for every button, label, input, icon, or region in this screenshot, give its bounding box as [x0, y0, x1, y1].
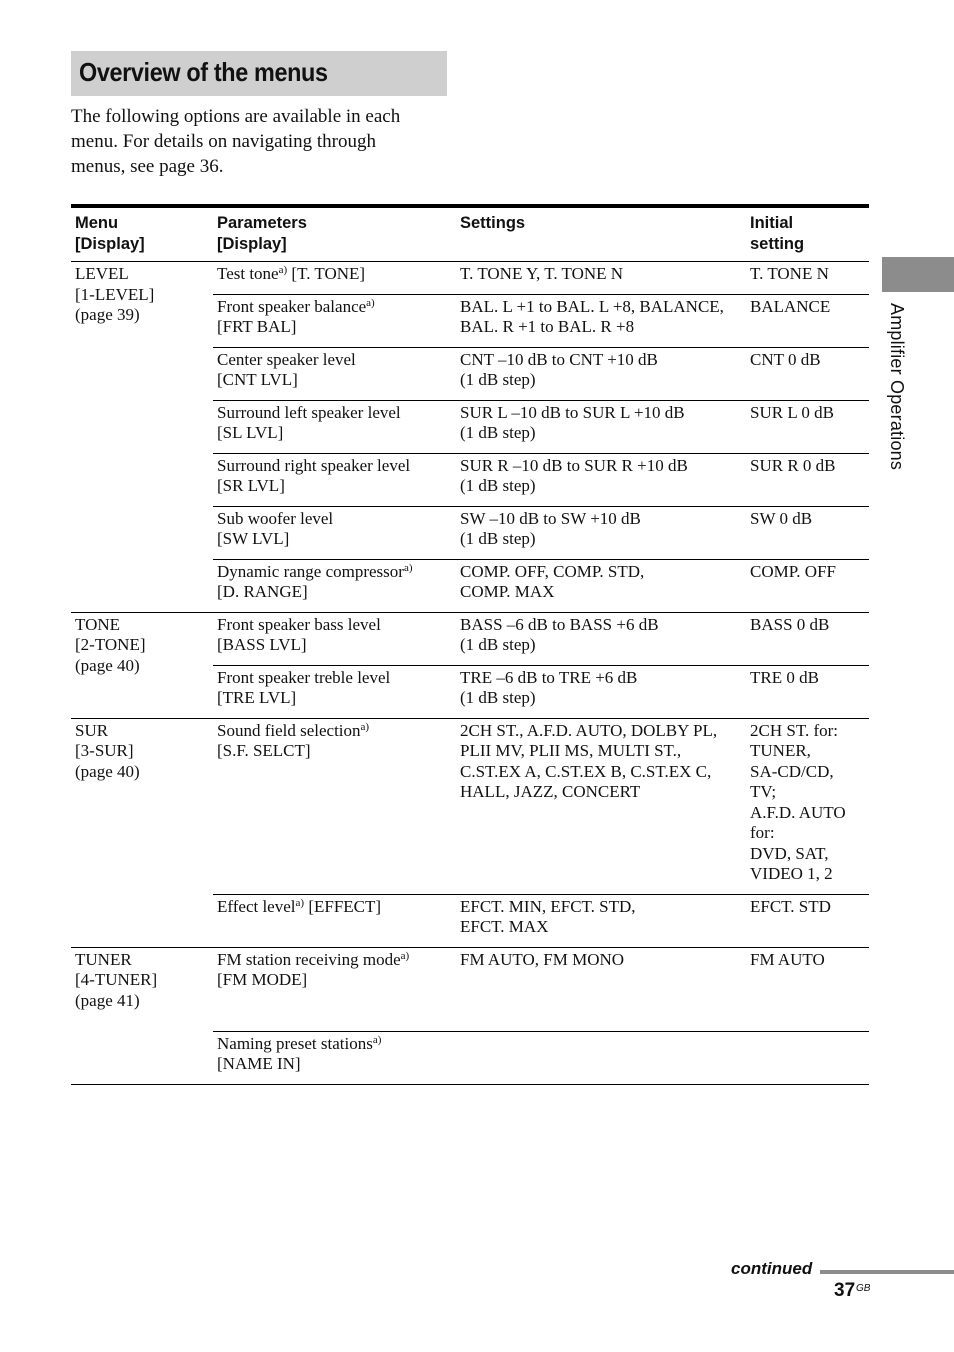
parameter-cell — [213, 262, 456, 295]
initial-line: EFCT. STD — [750, 896, 831, 916]
parameter-text: Center speaker level — [217, 349, 356, 369]
intro-line: menus, see page 36. — [71, 156, 224, 177]
parameter-display — [217, 1054, 452, 1075]
menu-line: TONE — [75, 614, 121, 634]
parameter-display — [217, 423, 452, 444]
parameter-cell — [213, 612, 456, 665]
section-tab-marker — [882, 257, 954, 292]
settings-line: TRE –6 dB to TRE +6 dB — [460, 667, 638, 687]
footnote-mark: a) — [295, 896, 305, 909]
menu-line: [1-LEVEL] — [75, 284, 155, 304]
footnote-mark: a) — [366, 296, 375, 309]
initial-line: CNT 0 dB — [750, 349, 821, 369]
settings-cell — [456, 665, 746, 718]
settings-line: (1 dB step) — [460, 476, 536, 495]
parameter-cell — [213, 294, 456, 347]
parameter-name — [217, 668, 452, 689]
parameter-cell — [213, 347, 456, 400]
settings-line: C.ST.EX A, C.ST.EX B, C.ST.EX C, — [460, 761, 712, 781]
initial-line: for: — [750, 823, 775, 842]
settings-cell — [456, 612, 746, 665]
page-number: 37 — [834, 1280, 856, 1301]
initial-setting-cell — [746, 665, 869, 718]
parameter-text: Dynamic range compressor — [217, 561, 404, 581]
parameter-text: Front speaker treble level — [217, 667, 391, 687]
parameter-text: [BASS LVL] — [217, 635, 307, 654]
settings-cell — [456, 718, 746, 894]
parameter-name — [217, 509, 452, 530]
menu-cell — [71, 718, 213, 947]
parameter-name — [217, 350, 452, 371]
parameter-text: [FRT BAL] — [217, 317, 297, 336]
header-menu: Menu [Display] — [71, 206, 213, 262]
parameter-name — [217, 1034, 452, 1055]
parameter-cell — [213, 453, 456, 506]
parameter-cell — [213, 718, 456, 894]
parameter-name — [217, 456, 452, 477]
initial-line: SW 0 dB — [750, 508, 813, 528]
menu-line: [2-TONE] — [75, 635, 146, 654]
initial-line: TV; — [750, 782, 777, 801]
initial-setting-cell — [746, 718, 869, 894]
initial-setting-cell — [746, 612, 869, 665]
initial-line: BALANCE — [750, 296, 831, 316]
page-number-suffix: GB — [856, 1283, 871, 1294]
parameter-text: [CNT LVL] — [217, 370, 298, 389]
settings-cell — [456, 262, 746, 295]
settings-line: COMP. OFF, COMP. STD, — [460, 561, 645, 581]
menu-overview-table — [71, 204, 869, 1085]
parameter-display — [217, 970, 452, 991]
parameter-name — [217, 297, 452, 318]
initial-line: DVD, SAT, — [750, 843, 829, 863]
initial-line: SUR L 0 dB — [750, 402, 834, 422]
initial-setting-cell — [746, 294, 869, 347]
settings-line: (1 dB step) — [460, 529, 536, 548]
page-title: Overview of the menus — [79, 57, 328, 87]
parameter-cell — [213, 400, 456, 453]
settings-cell — [456, 947, 746, 1031]
initial-line: VIDEO 1, 2 — [750, 864, 833, 883]
parameter-display: [EFFECT] — [304, 896, 382, 916]
settings-line: BAL. R +1 to BAL. R +8 — [460, 317, 635, 336]
parameter-cell — [213, 894, 456, 947]
parameter-text: [S.F. SELCT] — [217, 741, 311, 760]
parameter-text: [SL LVL] — [217, 423, 284, 442]
initial-line: BASS 0 dB — [750, 614, 830, 634]
settings-line: BAL. L +1 to BAL. L +8, BALANCE, — [460, 296, 724, 316]
settings-line: T. TONE Y, T. TONE N — [460, 264, 624, 283]
settings-line: FM AUTO, FM MONO — [460, 949, 625, 969]
initial-line: 2CH ST. for: — [750, 720, 838, 740]
parameter-display — [217, 635, 452, 656]
table-header-row — [71, 206, 869, 262]
footnote-mark: a) — [403, 561, 413, 574]
initial-line: TUNER, — [750, 741, 811, 760]
menu-line: TUNER — [75, 949, 132, 969]
parameter-display — [217, 741, 452, 762]
settings-line: PLII MV, PLII MS, MULTI ST., — [460, 741, 682, 760]
parameter-text: [D. RANGE] — [217, 582, 308, 601]
table-row — [71, 718, 869, 894]
initial-line: FM AUTO — [750, 949, 825, 969]
footnote-mark: a) — [278, 264, 288, 276]
initial-setting-cell — [746, 453, 869, 506]
initial-setting-cell — [746, 347, 869, 400]
table-row — [71, 612, 869, 665]
settings-line: COMP. MAX — [460, 582, 555, 601]
menu-line: LEVEL — [75, 264, 129, 283]
settings-cell — [456, 559, 746, 612]
settings-line: HALL, JAZZ, CONCERT — [460, 782, 641, 801]
initial-setting-cell — [746, 1031, 869, 1084]
settings-line: EFCT. MIN, EFCT. STD, — [460, 896, 636, 916]
parameter-display — [217, 317, 452, 338]
intro-line: The following options are available in each — [71, 106, 401, 127]
section-title-box — [71, 51, 447, 96]
settings-line: SUR L –10 dB to SUR L +10 dB — [460, 402, 685, 422]
parameter-text: FM station receiving mode — [217, 949, 401, 969]
settings-line: SW –10 dB to SW +10 dB — [460, 508, 641, 528]
settings-cell — [456, 453, 746, 506]
parameter-text: [FM MODE] — [217, 970, 308, 989]
menu-line: [3-SUR] — [75, 741, 134, 760]
menu-cell — [71, 612, 213, 718]
side-label-text: Amplifier Operations — [887, 303, 907, 471]
settings-cell — [456, 1031, 746, 1084]
table-row — [71, 947, 869, 1031]
parameter-cell — [213, 665, 456, 718]
initial-line: SA-CD/CD, — [750, 761, 834, 781]
parameter-display — [217, 688, 452, 709]
initial-setting-cell — [746, 262, 869, 295]
header-settings: Settings — [456, 206, 746, 262]
parameter-display — [217, 370, 452, 391]
parameter-text: Front speaker balance — [217, 296, 367, 316]
initial-line: COMP. OFF — [750, 561, 836, 581]
parameter-line — [217, 897, 452, 918]
continued-label: continued — [731, 1259, 813, 1278]
parameter-display — [217, 582, 452, 603]
settings-line: CNT –10 dB to CNT +10 dB — [460, 349, 658, 369]
parameter-cell — [213, 1031, 456, 1084]
footnote-mark: a) — [400, 949, 410, 962]
table-body — [71, 262, 869, 1085]
menu-line: (page 41) — [75, 990, 140, 1010]
initial-line: TRE 0 dB — [750, 667, 819, 687]
settings-line: SUR R –10 dB to SUR R +10 dB — [460, 455, 688, 475]
parameter-name — [217, 615, 452, 636]
settings-line: (1 dB step) — [460, 370, 536, 389]
settings-cell — [456, 506, 746, 559]
header-parameters: Parameters [Display] — [213, 206, 456, 262]
parameter-name — [217, 562, 452, 583]
menu-line: (page 40) — [75, 655, 140, 675]
settings-line: (1 dB step) — [460, 688, 536, 707]
continued-bar — [820, 1270, 954, 1274]
settings-cell — [456, 400, 746, 453]
parameter-name: Test tone — [217, 264, 279, 283]
parameter-text: Surround right speaker level — [217, 455, 411, 475]
parameter-display — [217, 476, 452, 497]
table-row — [71, 262, 869, 295]
parameter-cell — [213, 947, 456, 1031]
parameter-display — [217, 529, 452, 550]
menu-line: SUR — [75, 720, 109, 740]
settings-line: EFCT. MAX — [460, 917, 549, 936]
footnote-mark: a) — [372, 1033, 382, 1046]
settings-line: 2CH ST., A.F.D. AUTO, DOLBY PL, — [460, 720, 718, 740]
initial-setting-cell — [746, 947, 869, 1031]
parameter-display: [T. TONE] — [287, 264, 366, 283]
initial-line: SUR R 0 dB — [750, 455, 836, 475]
menu-line: (page 40) — [75, 761, 140, 781]
parameter-line — [217, 264, 452, 285]
settings-line: (1 dB step) — [460, 635, 536, 654]
parameter-text: Sub woofer level — [217, 508, 334, 528]
parameter-text: Front speaker bass level — [217, 614, 381, 634]
intro-paragraph — [71, 104, 441, 179]
side-section-label — [880, 303, 930, 513]
initial-line: T. TONE N — [750, 264, 829, 283]
initial-setting-cell — [746, 894, 869, 947]
menu-cell — [71, 262, 213, 613]
menu-line: (page 39) — [75, 305, 140, 324]
settings-line: (1 dB step) — [460, 423, 536, 442]
parameter-text: [SR LVL] — [217, 476, 285, 495]
initial-setting-cell — [746, 506, 869, 559]
parameter-name — [217, 403, 452, 424]
parameter-text: Naming preset stations — [217, 1033, 373, 1053]
settings-cell — [456, 894, 746, 947]
settings-cell — [456, 347, 746, 400]
parameter-name — [217, 950, 452, 971]
parameter-text: Surround left speaker level — [217, 402, 401, 422]
settings-line: BASS –6 dB to BASS +6 dB — [460, 614, 659, 634]
menu-cell — [71, 947, 213, 1084]
parameter-name: Effect level — [217, 896, 296, 916]
parameter-text: Sound field selection — [217, 720, 361, 740]
parameter-text: [TRE LVL] — [217, 688, 297, 707]
footnote-mark: a) — [360, 720, 370, 733]
initial-setting-cell — [746, 559, 869, 612]
parameter-cell — [213, 506, 456, 559]
parameter-text: [NAME IN] — [217, 1054, 301, 1073]
parameter-cell — [213, 559, 456, 612]
initial-line: A.F.D. AUTO — [750, 802, 846, 822]
intro-line: menu. For details on navigating through — [71, 131, 377, 152]
parameter-text: [SW LVL] — [217, 529, 290, 548]
menu-line: [4-TUNER] — [75, 970, 158, 989]
initial-setting-cell — [746, 400, 869, 453]
parameter-name — [217, 721, 452, 742]
settings-cell — [456, 294, 746, 347]
header-initial-setting: Initial setting — [746, 206, 869, 262]
